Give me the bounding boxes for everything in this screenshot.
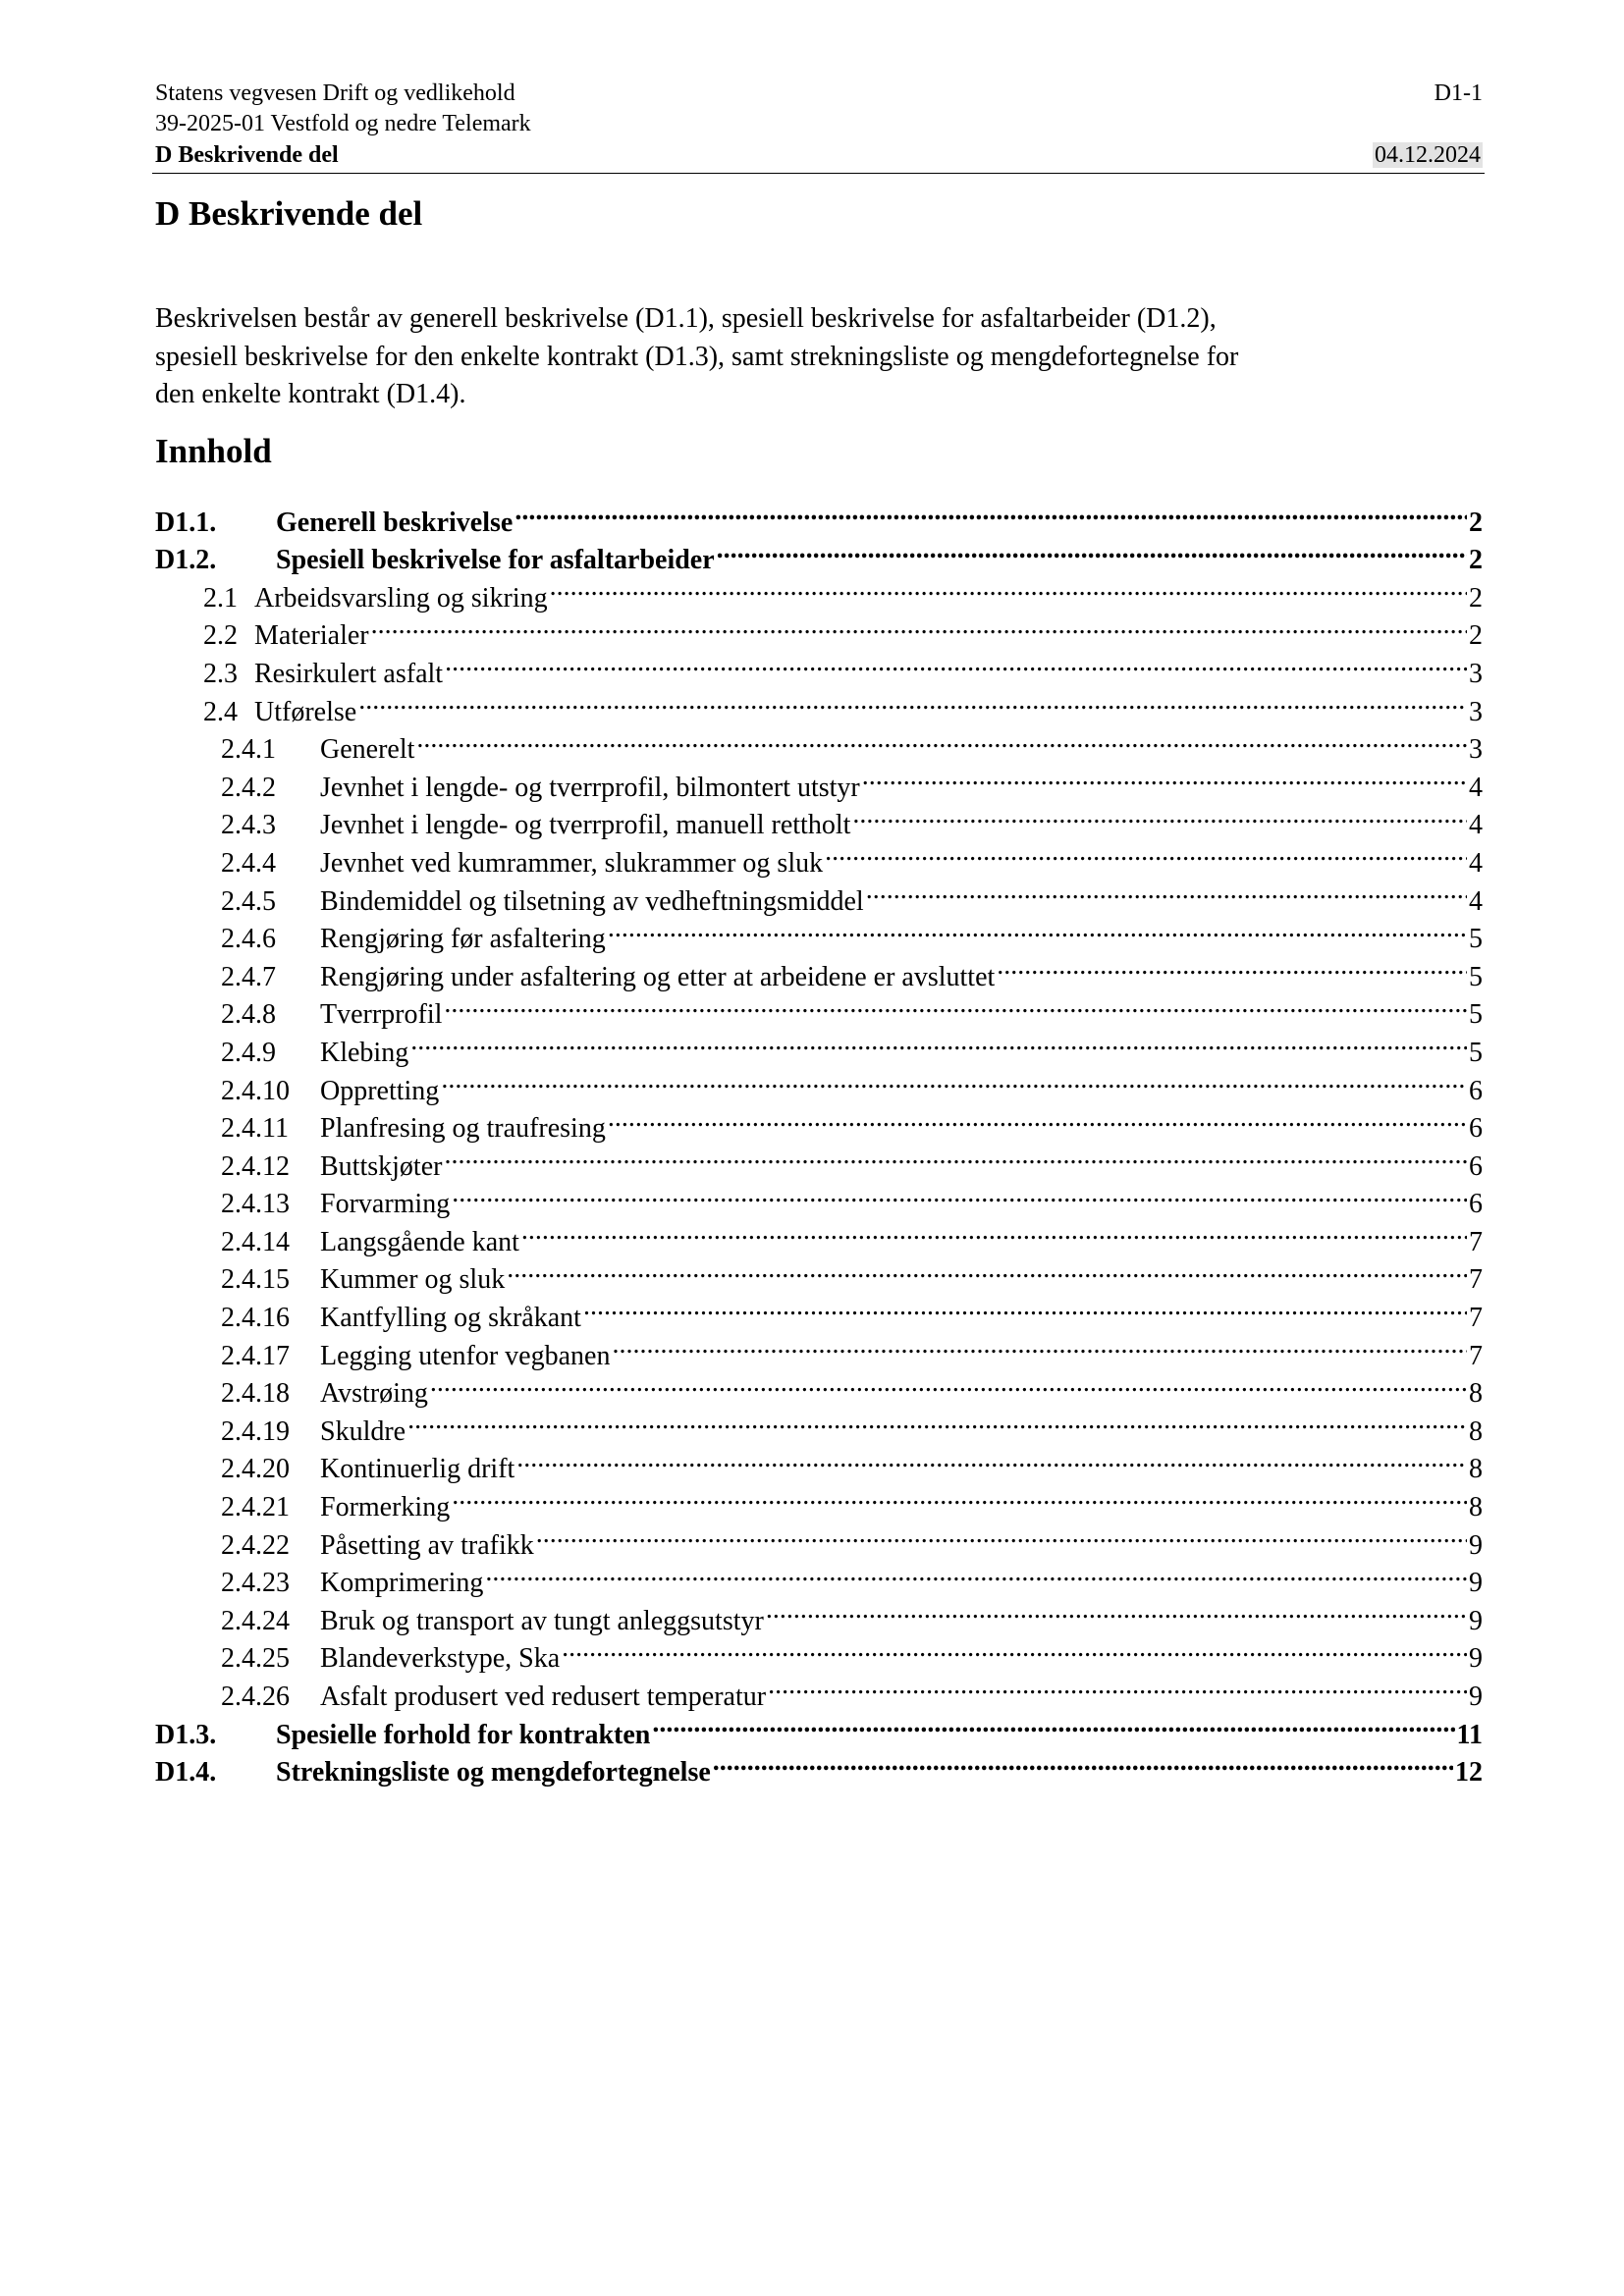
toc-entry[interactable]: [155, 1137, 1483, 1182]
toc-entry[interactable]: [155, 682, 1483, 727]
toc-entry[interactable]: [155, 607, 1483, 652]
toc-entry-page: 2: [1467, 505, 1483, 543]
toc-entry-title: Kantfylling og skråkant: [320, 1303, 581, 1334]
toc-entry-number: 2.4.8: [221, 999, 276, 1031]
toc-entry[interactable]: [155, 1212, 1483, 1257]
toc-entry-number: 2.4: [203, 696, 238, 727]
toc-entry-number: 2.4.7: [221, 961, 276, 992]
toc-entry[interactable]: [155, 1667, 1483, 1712]
toc-entry[interactable]: [155, 1288, 1483, 1334]
toc-entry-page: 8: [1467, 1375, 1483, 1414]
toc-entry-page: 7: [1467, 1300, 1483, 1338]
toc-entry-title: Bruk og transport av tungt anleggsutstyr: [320, 1605, 764, 1636]
toc-entry[interactable]: [155, 1402, 1483, 1447]
toc-entry-title: Rengjøring under asfaltering og etter at arbeidene er avsluttet: [320, 961, 996, 992]
toc-dot-leader: [583, 1288, 1467, 1326]
toc-entry-title: Bindemiddel og tilsetning av vedheftningsmiddel: [320, 885, 864, 917]
toc-entry-number: 2.4.9: [221, 1037, 276, 1068]
toc-entry-title: Kontinuerlig drift: [320, 1454, 515, 1485]
toc-entry-page: 8: [1467, 1451, 1483, 1489]
toc-entry-title: Langsgående kant: [320, 1226, 519, 1257]
table-of-contents: [155, 493, 1483, 1789]
toc-entry-title: Oppretting: [320, 1075, 440, 1106]
toc-entry[interactable]: [155, 758, 1483, 803]
toc-dot-leader: [713, 1743, 1453, 1782]
toc-entry-page: 7: [1467, 1261, 1483, 1300]
toc-dot-leader: [507, 1251, 1467, 1289]
toc-entry-title: Formerking: [320, 1492, 451, 1523]
toc-entry-title: Strekningsliste og mengdefortegnelse: [276, 1757, 711, 1789]
toc-entry-title: Kummer og sluk: [320, 1264, 506, 1296]
toc-entry-title: Generelt: [320, 734, 415, 766]
toc-dot-leader: [521, 1212, 1467, 1251]
toc-dot-leader: [444, 986, 1467, 1024]
toc-entry-page: 6: [1467, 1110, 1483, 1148]
toc-entry-number: 2.4.5: [221, 885, 276, 917]
toc-dot-leader: [825, 833, 1467, 872]
toc-dot-leader: [652, 1705, 1454, 1743]
toc-entry-page: 8: [1467, 1414, 1483, 1452]
toc-entry[interactable]: [155, 1554, 1483, 1599]
toc-dot-leader: [452, 1477, 1467, 1516]
toc-entry-page: 3: [1467, 694, 1483, 732]
toc-entry-title: Generell beskrivelse: [276, 507, 514, 538]
toc-entry[interactable]: [155, 986, 1483, 1031]
toc-entry[interactable]: [155, 1175, 1483, 1220]
toc-entry[interactable]: [155, 872, 1483, 917]
toc-entry-number: 2.4.2: [221, 772, 276, 803]
toc-entry-page: 3: [1467, 731, 1483, 770]
intro-paragraph: [155, 300, 1490, 414]
toc-entry-page: 5: [1467, 1035, 1483, 1073]
toc-dot-leader: [536, 1516, 1467, 1554]
toc-entry-number: 2.2: [203, 620, 238, 652]
toc-entry-number: 2.4.17: [221, 1340, 290, 1371]
page-title: D Beskrivende del: [155, 194, 423, 233]
toc-dot-leader: [445, 644, 1467, 682]
toc-entry[interactable]: [155, 1023, 1483, 1068]
toc-entry[interactable]: [155, 1743, 1483, 1789]
toc-dot-leader: [997, 947, 1467, 986]
toc-entry-title: Spesielle forhold for kontrakten: [276, 1719, 651, 1750]
toc-entry[interactable]: [155, 796, 1483, 841]
toc-entry-number: 2.4.18: [221, 1378, 290, 1410]
toc-entry-number: 2.4.6: [221, 924, 276, 955]
toc-entry-title: Rengjøring før asfaltering: [320, 924, 606, 955]
toc-entry-title: Legging utenfor vegbanen: [320, 1340, 611, 1371]
header-date: 04.12.2024: [1375, 142, 1481, 168]
toc-dot-leader: [608, 1099, 1467, 1138]
toc-dot-leader: [407, 1402, 1467, 1440]
toc-entry[interactable]: [155, 493, 1483, 538]
toc-entry-page: 4: [1467, 845, 1483, 883]
toc-entry-title: Spesiell beskrivelse for asfaltarbeider: [276, 545, 715, 576]
toc-entry[interactable]: [155, 1326, 1483, 1371]
toc-dot-leader: [358, 682, 1467, 721]
toc-entry-title: Resirkulert asfalt: [254, 658, 444, 689]
toc-entry-number: 2.4.26: [221, 1682, 290, 1712]
toc-entry[interactable]: [155, 644, 1483, 689]
toc-heading: Innhold: [155, 432, 272, 470]
toc-dot-leader: [444, 1137, 1467, 1175]
toc-entry-page: 7: [1467, 1224, 1483, 1262]
toc-entry-page: 4: [1467, 883, 1483, 922]
toc-dot-leader: [866, 872, 1467, 910]
toc-dot-leader: [516, 1440, 1467, 1478]
toc-entry-page: 5: [1467, 959, 1483, 997]
toc-entry-title: Asfalt produsert ved redusert temperatur: [320, 1682, 767, 1712]
toc-entry-page: 5: [1467, 996, 1483, 1035]
toc-entry-number: 2.4.22: [221, 1529, 290, 1561]
toc-entry-title: Utførelse: [254, 696, 357, 727]
toc-dot-leader: [514, 493, 1467, 531]
toc-entry-page: 2: [1467, 617, 1483, 656]
toc-dot-leader: [766, 1591, 1467, 1629]
toc-entry-number: 2.3: [203, 658, 238, 689]
toc-entry-page: 6: [1467, 1148, 1483, 1187]
toc-entry-page: 3: [1467, 656, 1483, 694]
toc-dot-leader: [441, 1061, 1467, 1099]
toc-dot-leader: [485, 1554, 1467, 1592]
toc-entry-number: 2.4.24: [221, 1605, 290, 1636]
header-organization: Statens vegvesen Drift og vedlikehold: [155, 80, 515, 106]
toc-entry-title: Jevnhet ved kumrammer, slukrammer og sluk: [320, 847, 824, 879]
toc-entry-page: 11: [1455, 1717, 1483, 1755]
toc-dot-leader: [612, 1326, 1467, 1364]
toc-dot-leader: [371, 607, 1467, 645]
toc-entry-number: 2.4.1: [221, 734, 276, 766]
toc-entry-number: 2.4.19: [221, 1415, 290, 1447]
toc-entry-title: Klebing: [320, 1037, 409, 1068]
toc-entry-number: 2.4.15: [221, 1264, 290, 1296]
intro-line: den enkelte kontrakt (D1.4).: [155, 379, 466, 409]
toc-entry-page: 9: [1467, 1640, 1483, 1679]
toc-dot-leader: [416, 721, 1467, 759]
toc-entry-page: 2: [1467, 580, 1483, 618]
toc-entry-number: 2.4.10: [221, 1075, 290, 1106]
toc-entry-number: 2.4.4: [221, 847, 276, 879]
toc-entry[interactable]: [155, 1516, 1483, 1561]
toc-entry-number: 2.4.13: [221, 1189, 290, 1220]
toc-entry[interactable]: [155, 910, 1483, 955]
toc-entry[interactable]: [155, 1629, 1483, 1675]
toc-entry-title: Jevnhet i lengde- og tverrprofil, bilmontert utstyr: [320, 772, 860, 803]
toc-entry-number: D1.2.: [155, 545, 217, 576]
header-contract: 39-2025-01 Vestfold og nedre Telemark: [155, 111, 531, 136]
header-section: D Beskrivende del: [155, 142, 339, 168]
toc-entry-number: D1.1.: [155, 507, 217, 538]
toc-entry-number: 2.1: [203, 582, 238, 614]
toc-entry[interactable]: [155, 947, 1483, 992]
toc-entry-page: 9: [1467, 1565, 1483, 1603]
toc-entry[interactable]: [155, 1705, 1483, 1750]
toc-entry-page: 5: [1467, 921, 1483, 959]
intro-line: spesiell beskrivelse for den enkelte kontrakt (D1.3), samt strekningsliste og mengdefortegnelse for: [155, 341, 1239, 372]
toc-entry[interactable]: [155, 568, 1483, 614]
toc-entry[interactable]: [155, 1061, 1483, 1106]
toc-dot-leader: [410, 1023, 1467, 1061]
header-divider: [152, 173, 1485, 174]
toc-entry-number: 2.4.14: [221, 1226, 290, 1257]
header-date-wrap: [1373, 140, 1483, 170]
toc-entry[interactable]: [155, 1440, 1483, 1485]
toc-entry-number: 2.4.21: [221, 1492, 290, 1523]
toc-entry[interactable]: [155, 721, 1483, 766]
toc-entry-number: 2.4.12: [221, 1150, 290, 1182]
toc-entry[interactable]: [155, 531, 1483, 576]
toc-entry[interactable]: [155, 1591, 1483, 1636]
toc-entry-page: 8: [1467, 1489, 1483, 1527]
toc-entry-page: 9: [1467, 1603, 1483, 1641]
toc-entry-title: Buttskjøter: [320, 1150, 443, 1182]
toc-dot-leader: [717, 531, 1467, 569]
toc-dot-leader: [608, 910, 1467, 948]
toc-entry-title: Skuldre: [320, 1415, 406, 1447]
toc-entry-page: 4: [1467, 770, 1483, 808]
toc-entry[interactable]: [155, 833, 1483, 879]
toc-entry-title: Påsetting av trafikk: [320, 1529, 534, 1561]
toc-entry-page: 4: [1467, 807, 1483, 845]
toc-entry-title: Komprimering: [320, 1568, 484, 1599]
toc-dot-leader: [862, 758, 1467, 796]
toc-entry-number: 2.4.20: [221, 1454, 290, 1485]
toc-dot-leader: [452, 1175, 1467, 1213]
toc-entry[interactable]: [155, 1477, 1483, 1523]
intro-line: Beskrivelsen består av generell beskrivelse (D1.1), spesiell beskrivelse for asfaltarbeider (D1.2),: [155, 303, 1217, 334]
toc-dot-leader: [768, 1667, 1467, 1705]
toc-entry-page: 7: [1467, 1338, 1483, 1376]
toc-entry[interactable]: [155, 1251, 1483, 1296]
toc-entry-number: 2.4.25: [221, 1643, 290, 1675]
toc-entry-number: D1.3.: [155, 1719, 217, 1750]
toc-dot-leader: [562, 1629, 1467, 1668]
toc-entry[interactable]: [155, 1099, 1483, 1145]
toc-entry-title: Materialer: [254, 620, 369, 652]
toc-entry-number: D1.4.: [155, 1757, 217, 1789]
toc-entry-number: 2.4.11: [221, 1113, 289, 1145]
toc-entry-title: Planfresing og traufresing: [320, 1113, 606, 1145]
toc-entry-title: Tverrprofil: [320, 999, 443, 1031]
toc-entry-number: 2.4.23: [221, 1568, 290, 1599]
toc-entry-title: Jevnhet i lengde- og tverrprofil, manuell rettholt: [320, 810, 851, 841]
toc-entry-page: 6: [1467, 1186, 1483, 1224]
toc-entry-title: Blandeverkstype, Ska: [320, 1643, 561, 1675]
toc-entry-page: 9: [1467, 1679, 1483, 1717]
toc-dot-leader: [852, 796, 1467, 834]
toc-entry-page: 6: [1467, 1073, 1483, 1111]
toc-entry-number: 2.4.3: [221, 810, 276, 841]
toc-entry-title: Forvarming: [320, 1189, 451, 1220]
toc-dot-leader: [430, 1364, 1467, 1403]
toc-entry[interactable]: [155, 1364, 1483, 1410]
toc-entry-title: Avstrøing: [320, 1378, 428, 1410]
header-page-ref: D1-1: [1434, 80, 1483, 106]
toc-entry-number: 2.4.16: [221, 1303, 290, 1334]
toc-entry-page: 9: [1467, 1527, 1483, 1566]
toc-entry-page: 2: [1467, 542, 1483, 580]
toc-dot-leader: [550, 568, 1467, 607]
toc-entry-title: Arbeidsvarsling og sikring: [254, 582, 548, 614]
toc-entry-page: 12: [1453, 1754, 1483, 1792]
